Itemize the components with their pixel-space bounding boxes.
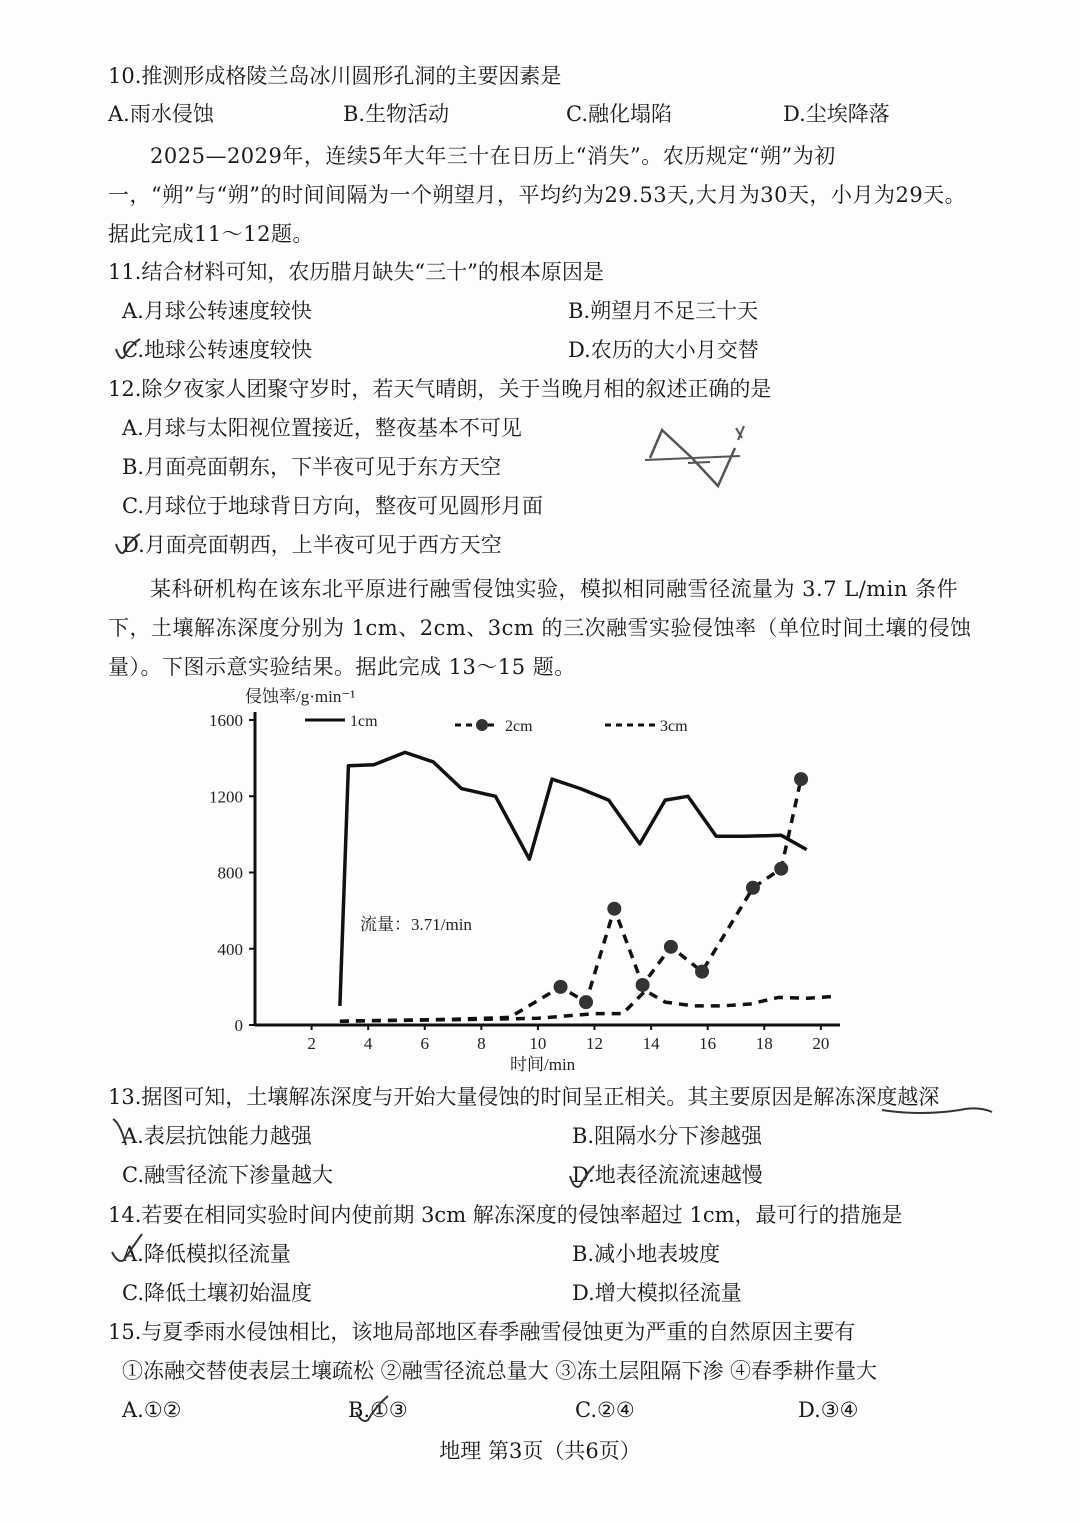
chart-annotation: 流量：3.71/min xyxy=(360,915,472,934)
x-tick-label: 16 xyxy=(699,1034,717,1053)
q11-stem: 11.结合材料可知，农历腊月缺失“三十”的根本原因是 xyxy=(108,260,604,284)
q15-option-c: C.②④ xyxy=(575,1398,635,1422)
q13-option-d: D.地表径流流速越慢 xyxy=(572,1163,763,1187)
check-mark-q11 xyxy=(112,335,142,365)
chart-ylabel: 侵蚀率/g·min⁻¹ xyxy=(245,687,356,706)
q11-option-c: C.地球公转速度较快 xyxy=(122,338,312,362)
check-mark-q13d xyxy=(566,1160,596,1194)
q14-option-d: D.增大模拟径流量 xyxy=(572,1281,742,1305)
x-tick-label: 6 xyxy=(420,1034,430,1053)
series-marker-2cm xyxy=(664,940,678,954)
underline-mark xyxy=(880,1100,995,1120)
y-tick-label: 800 xyxy=(217,863,243,883)
q14-option-b: B.减小地表坡度 xyxy=(572,1242,721,1266)
series-marker-2cm xyxy=(746,881,760,895)
legend-2cm-label: 2cm xyxy=(505,718,533,735)
q11-option-d: D.农历的大小月交替 xyxy=(568,338,759,362)
q12-stem: 12.除夕夜家人团聚守岁时，若天气晴朗，关于当晚月相的叙述正确的是 xyxy=(108,377,772,401)
q14-option-a: A.降低模拟径流量 xyxy=(122,1242,291,1266)
check-mark-q12 xyxy=(112,530,142,560)
q10-option-d: D.尘埃降落 xyxy=(783,102,890,126)
check-mark-q14 xyxy=(108,1230,144,1266)
chart-legend xyxy=(305,713,688,735)
series-marker-2cm xyxy=(607,902,621,916)
q15-stem: 15.与夏季雨水侵蚀相比，该地局部地区春季融雪侵蚀更为严重的自然原因主要有 xyxy=(108,1320,856,1344)
handwritten-sketch xyxy=(640,418,760,493)
x-tick-label: 10 xyxy=(529,1034,547,1053)
legend-2cm-marker xyxy=(476,719,488,731)
x-tick-label: 8 xyxy=(477,1034,486,1053)
q15-option-d: D.③④ xyxy=(798,1398,859,1422)
q10-option-b: B.生物活动 xyxy=(343,102,450,126)
y-tick-label: 400 xyxy=(217,939,243,959)
q12-option-b: B.月面亮面朝东，下半夜可见于东方天空 xyxy=(122,455,502,479)
x-tick-label: 20 xyxy=(812,1034,830,1053)
q15-items: ①冻融交替使表层土壤疏松 ②融雪径流总量大 ③冻土层阻隔下渗 ④春季耕作量大 xyxy=(122,1359,878,1383)
q15-option-b: B.①③ xyxy=(348,1398,408,1422)
series-marker-2cm xyxy=(695,965,709,979)
passage-11-12: 2025—2029年，连续5年大年三十在日历上“消失”。农历规定“朔”为初一，“朔”与“朔”的时间间隔为一个朔望月，平均约为29.53天,大月为30天，小月为29天。据此完成11～12题。 xyxy=(108,144,967,246)
erosion-rate-chart xyxy=(200,680,860,1080)
q13-option-c: C.融雪径流下渗量越大 xyxy=(122,1163,333,1187)
q12-option-d: D.月面亮面朝西，上半夜可见于西方天空 xyxy=(122,533,502,557)
series-marker-2cm xyxy=(774,862,788,876)
series-line-2cm xyxy=(340,779,801,1021)
q10-option-a: A.雨水侵蚀 xyxy=(108,102,214,126)
series-marker-2cm xyxy=(554,980,568,994)
check-mark-q13a xyxy=(110,1115,140,1149)
x-tick-label: 12 xyxy=(586,1034,604,1053)
series-marker-2cm xyxy=(794,772,808,786)
y-tick-label: 1200 xyxy=(209,787,243,807)
q13-option-a: A.表层抗蚀能力越强 xyxy=(122,1124,312,1148)
x-tick-label: 14 xyxy=(642,1034,660,1053)
q12-option-a: A.月球与太阳视位置接近，整夜基本不可见 xyxy=(122,416,522,440)
x-tick-label: 2 xyxy=(307,1034,316,1053)
q14-option-c: C.降低土壤初始温度 xyxy=(122,1281,312,1305)
q13-stem: 13.据图可知，土壤解冻深度与开始大量侵蚀的时间呈正相关。其主要原因是解冻深度越深 xyxy=(108,1085,940,1109)
passage-13-15: 某科研机构在该东北平原进行融雪侵蚀实验，模拟相同融雪径流量为 3.7 L/min 条件下，土壤解冻深度分别为 1cm、2cm、3cm 的三次融雪实验侵蚀率（单位时间土壤的侵蚀量）。下图示意实验结果。据此完成 13～15 题。 xyxy=(108,577,972,679)
q11-option-b: B.朔望月不足三十天 xyxy=(568,299,759,323)
y-tick-label: 0 xyxy=(234,1016,243,1035)
q10-option-c: C.融化塌陷 xyxy=(566,102,672,126)
x-tick-label: 4 xyxy=(363,1034,373,1053)
series-marker-2cm xyxy=(579,995,593,1009)
legend-3cm-label: 3cm xyxy=(660,718,688,735)
legend-1cm-label: 1cm xyxy=(350,713,378,730)
chart-xlabel: 时间/min xyxy=(510,1055,576,1074)
x-tick-label: 18 xyxy=(755,1034,773,1053)
series-line-1cm xyxy=(340,752,807,1006)
q14-stem: 14.若要在相同实验时间内使前期 3cm 解冻深度的侵蚀率超过 1cm，最可行的措施是 xyxy=(108,1203,903,1227)
q13-option-b: B.阻隔水分下渗越强 xyxy=(572,1124,763,1148)
y-tick-label: 1600 xyxy=(209,711,243,730)
q15-option-a: A.①② xyxy=(122,1398,182,1422)
series-marker-2cm xyxy=(636,978,650,992)
q12-option-c: C.月球位于地球背日方向，整夜可见圆形月面 xyxy=(122,494,543,518)
q11-option-a: A.月球公转速度较快 xyxy=(122,299,312,323)
q10-stem: 10.推测形成格陵兰岛冰川圆形孔洞的主要因素是 xyxy=(108,64,562,88)
page-footer: 地理 第3页（共6页） xyxy=(439,1439,641,1463)
check-mark-q15 xyxy=(352,1392,392,1426)
